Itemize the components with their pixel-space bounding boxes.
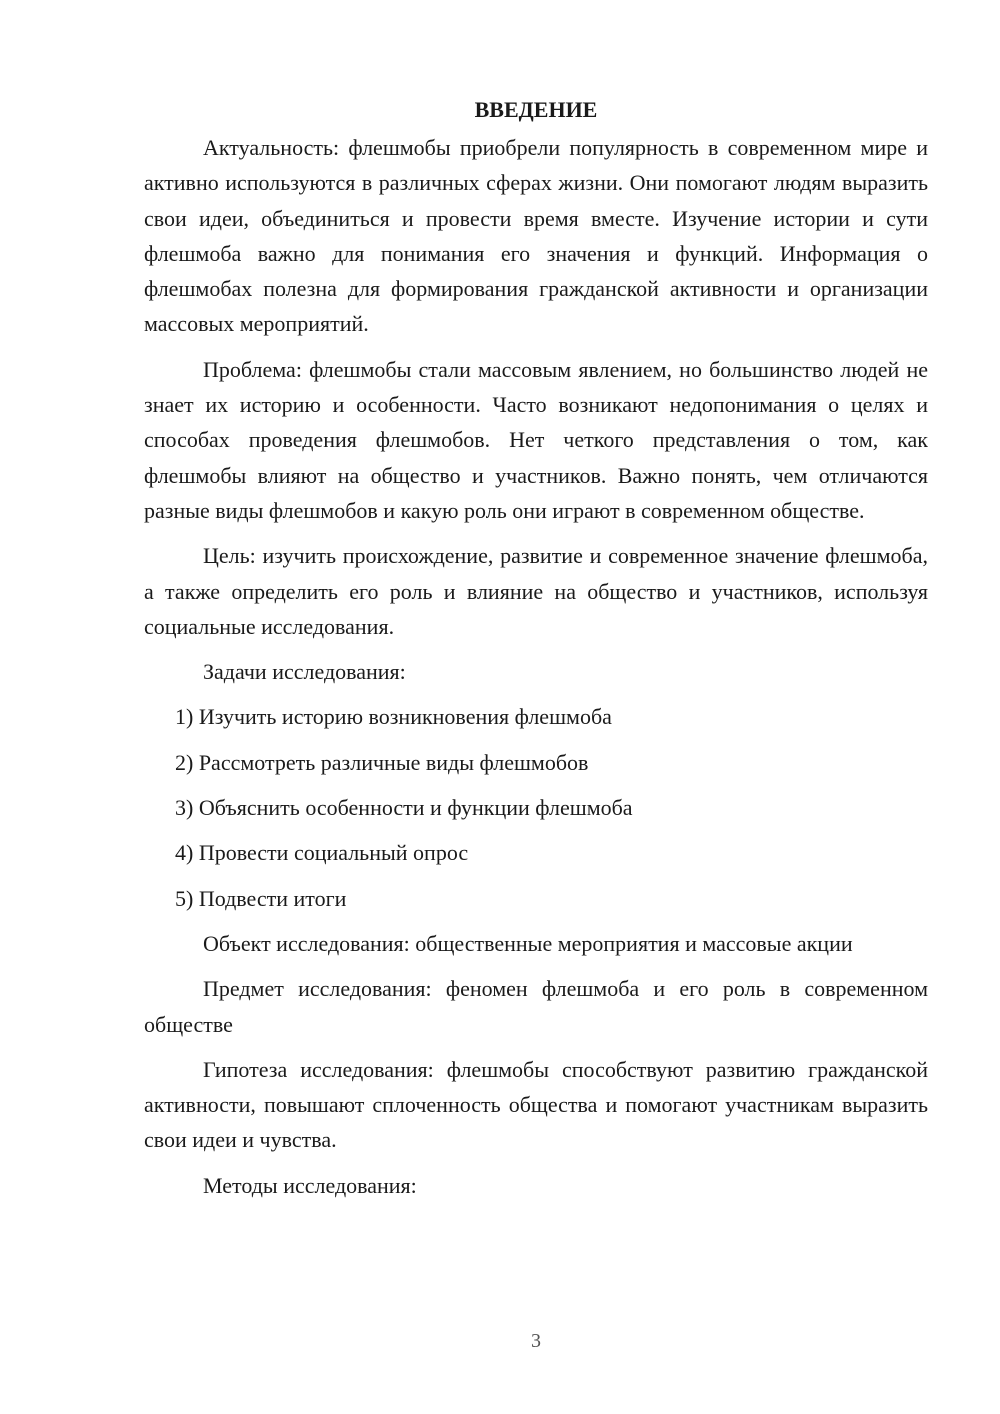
- tasks-heading: Задачи исследования:: [203, 659, 406, 685]
- object-paragraph: Объект исследования: общественные мероприятия и массовые акции: [203, 930, 853, 956]
- problem-paragraph: Проблема: флешмобы стали массовым явлением, но большинство людей не знает их историю и особенности. Часто возникают недопонимания о целях и способах проведения флешмобов. Нет четкого представления о том, как флешмобы влияют на общество и участников. Важно понять, чем отличаются разные виды флешмобов и какую роль они играют в современном обществе.: [144, 356, 928, 523]
- task-item: 3) Объяснить особенности и функции флешмоба: [175, 795, 633, 821]
- relevance-paragraph: Актуальность: флешмобы приобрели популярность в современном мире и активно используются в различных сферах жизни. Они помогают людям выразить свои идеи, объединиться и провести время вместе. Изучение истории и сути флешмоба важно для понимания его значения и функций. Информация о флешмобах полезна для формирования гражданской активности и организации массовых мероприятий.: [144, 135, 928, 337]
- task-item: 2) Рассмотреть различные виды флешмобов: [175, 749, 589, 775]
- section-title: ВВЕДЕНИЕ: [474, 97, 598, 122]
- task-item: 5) Подвести итоги: [175, 885, 347, 911]
- task-item: 1) Изучить историю возникновения флешмоба: [175, 704, 612, 730]
- subject-paragraph: Предмет исследования: феномен флешмоба и его роль в современном обществе: [144, 976, 928, 1037]
- methods-paragraph: Методы исследования:: [203, 1172, 417, 1198]
- hypothesis-paragraph: Гипотеза исследования: флешмобы способствуют развитию гражданской активности, повышают сплоченность общества и помогают участникам выразить свои идеи и чувства.: [144, 1056, 928, 1153]
- page-number: 3: [531, 1330, 541, 1352]
- goal-paragraph: Цель: изучить происхождение, развитие и современное значение флешмоба, а также определить его роль и влияние на общество и участников, используя социальные исследования.: [144, 543, 928, 639]
- task-item: 4) Провести социальный опрос: [175, 840, 469, 866]
- tasks-list: [144, 699, 928, 915]
- page-content: [144, 90, 928, 1213]
